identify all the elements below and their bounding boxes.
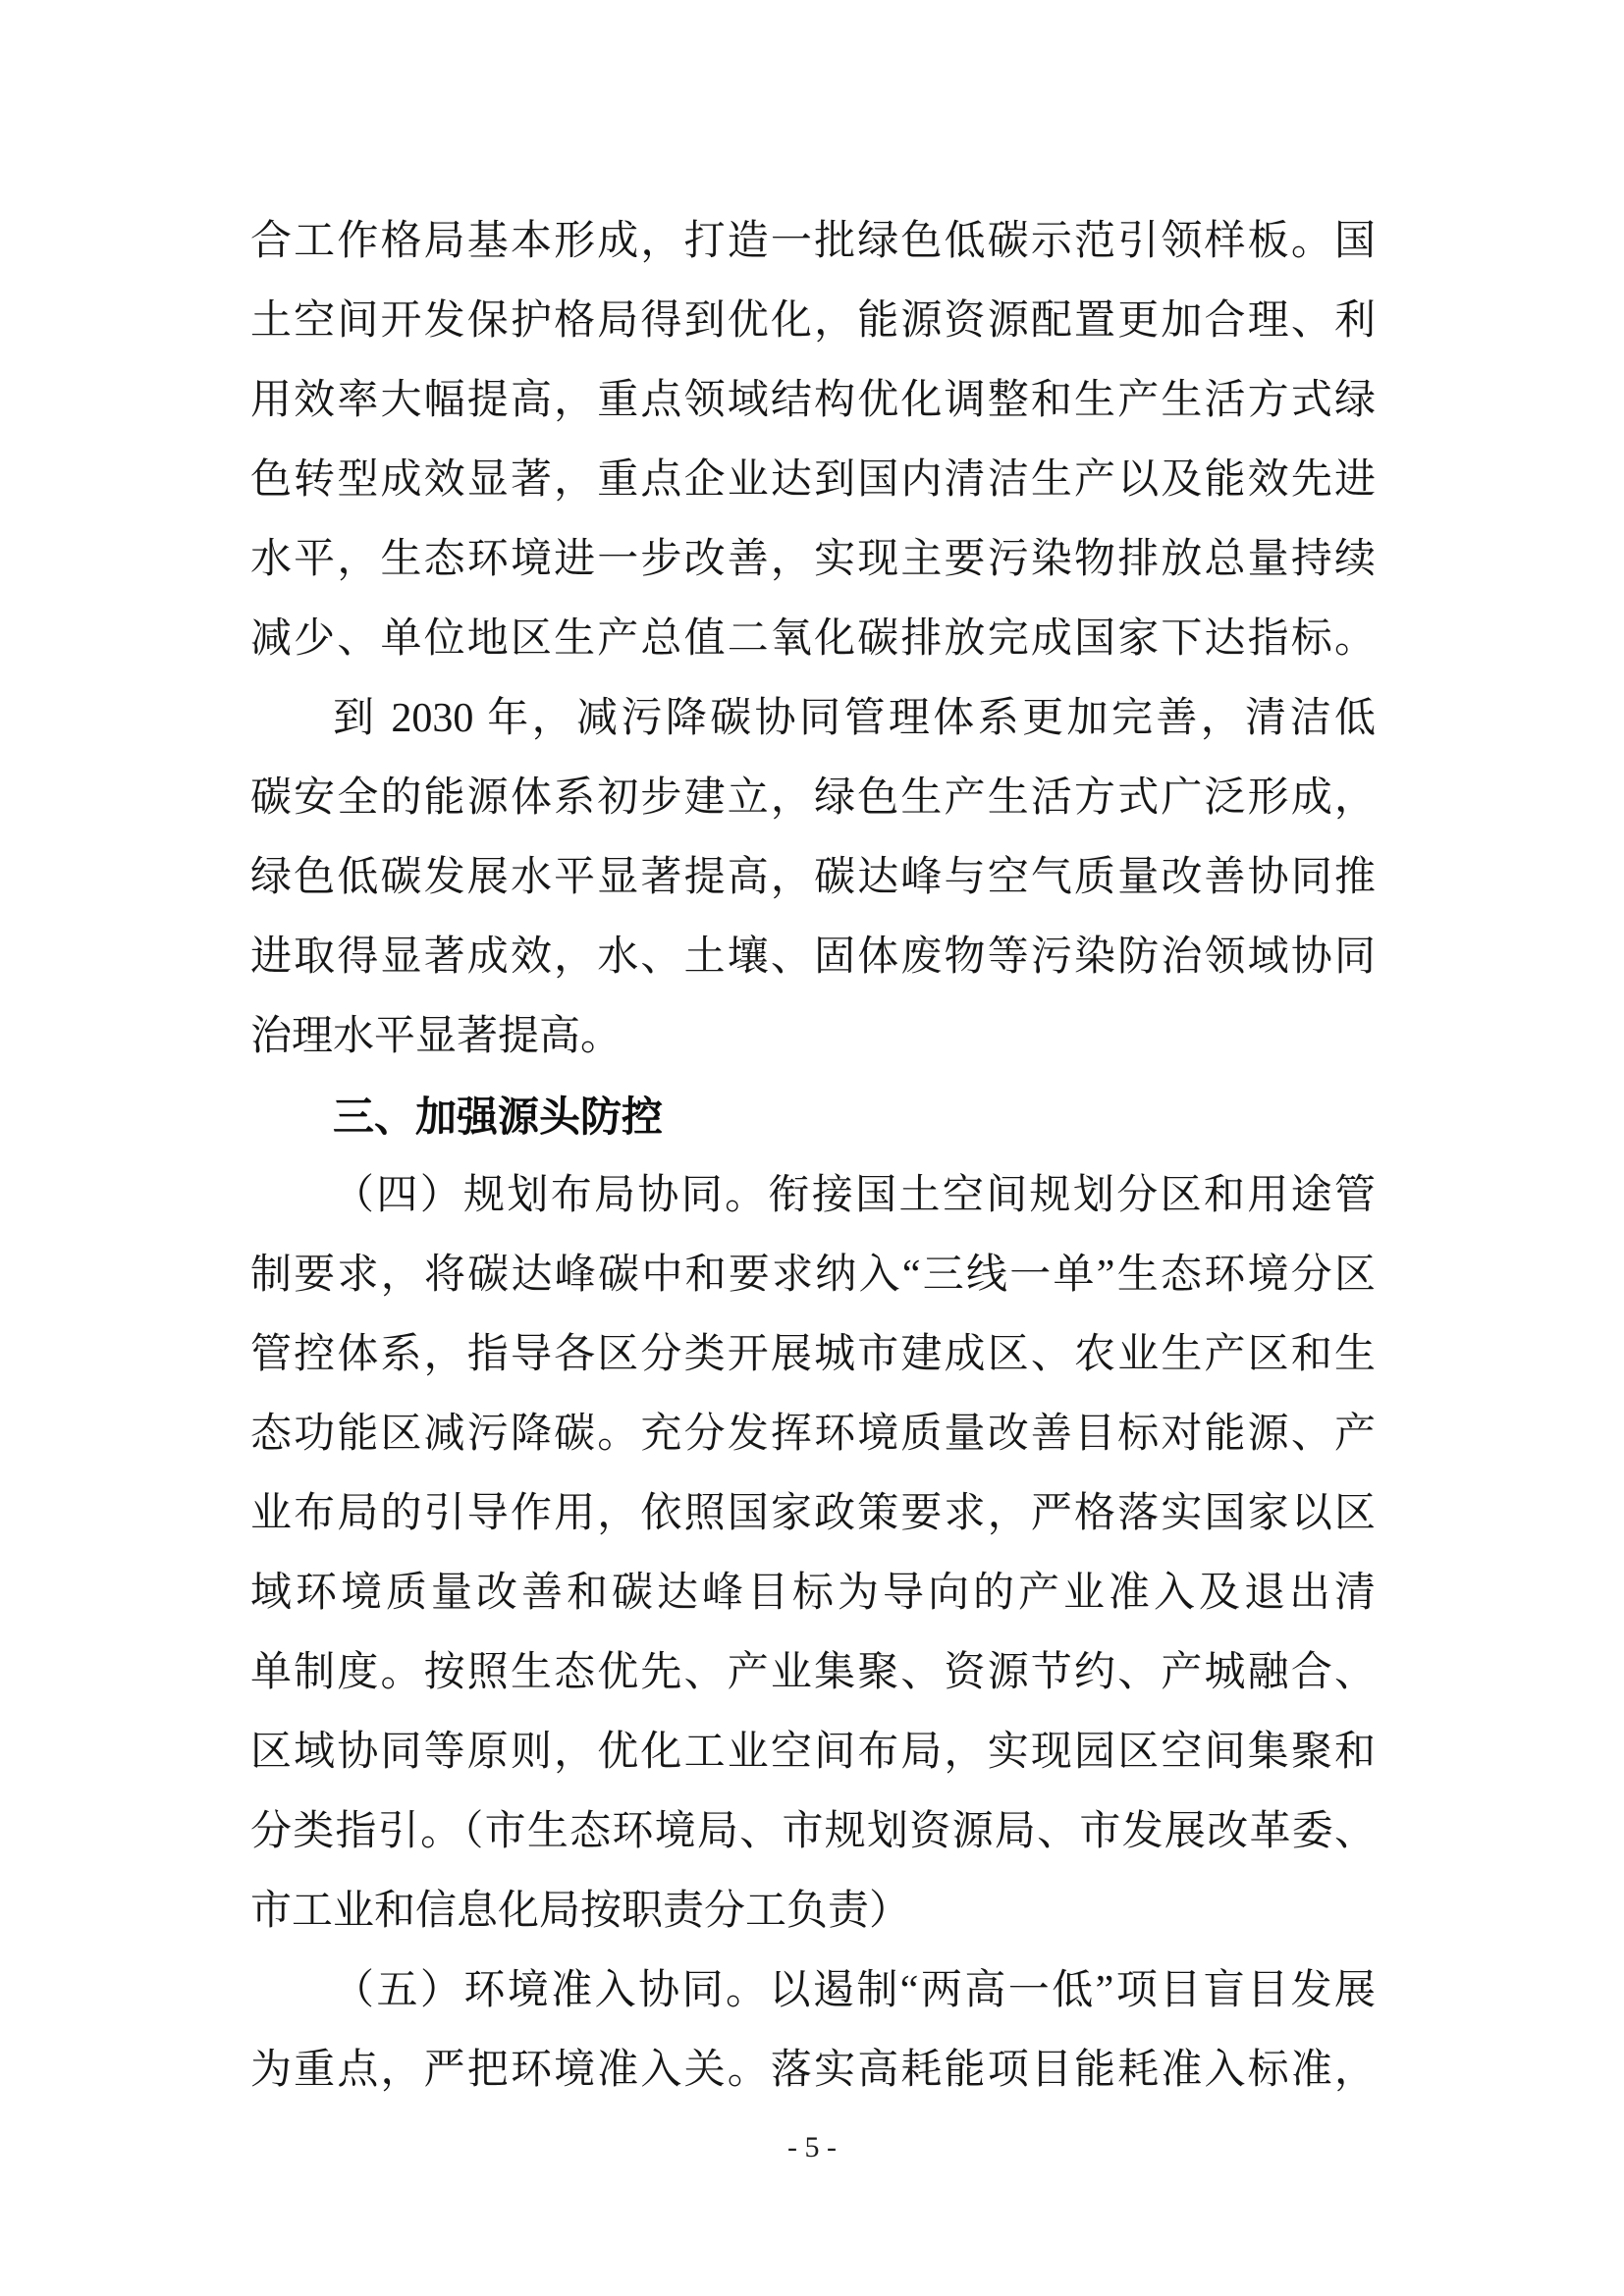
item-lead-in: （四）规划布局协同。	[333, 1173, 769, 1218]
body-text: 水平，生态环境进一步改善，实现主要污染物排放总量持续	[250, 537, 1376, 582]
text-line	[250, 202, 1376, 282]
body-text: 区域协同等原则，优化工业空间布局，实现园区空间集聚和	[250, 1730, 1376, 1775]
body-text: 分类指引。（市生态环境局、市规划资源局、市发展改革委、	[250, 1809, 1376, 1854]
text-line	[250, 1395, 1376, 1474]
body-text: 管控体系，指导各区分类开展城市建成区、农业生产区和生	[250, 1332, 1376, 1377]
body-text: 以遏制“两高一低”项目盲目发展	[769, 1968, 1376, 2013]
text-line	[250, 600, 1376, 679]
text-line	[250, 2031, 1376, 2110]
body-text: 到 2030 年，减污降碳协同管理体系更加完善，清洁低	[333, 696, 1376, 741]
body-text: 域环境质量改善和碳达峰目标为导向的产业准入及退出清	[250, 1571, 1376, 1616]
body-text: 土空间开发保护格局得到优化，能源资源配置更加合理、利	[250, 298, 1376, 344]
text-line	[250, 1792, 1376, 1872]
text-line	[250, 1554, 1376, 1633]
text-line	[250, 361, 1376, 441]
text-line	[250, 1077, 1376, 1156]
text-line	[250, 838, 1376, 918]
body-text: 业布局的引导作用，依照国家政策要求，严格落实国家以区	[250, 1491, 1376, 1536]
text-line	[250, 441, 1376, 520]
text-line	[250, 1315, 1376, 1395]
text-line	[250, 1633, 1376, 1713]
body-text: 为重点，严把环境准入关。落实高耗能项目能耗准入标准，	[250, 2048, 1376, 2093]
text-line	[250, 1236, 1376, 1315]
text-line	[250, 679, 1376, 759]
body-text: 进取得显著成效，水、土壤、固体废物等污染防治领域协同	[250, 934, 1376, 980]
text-line	[250, 1872, 1376, 1951]
body-text: 绿色低碳发展水平显著提高，碳达峰与空气质量改善协同推	[250, 855, 1376, 900]
body-text: 单制度。按照生态优先、产业集聚、资源节约、产城融合、	[250, 1650, 1376, 1695]
body-text: 制要求，将碳达峰碳中和要求纳入“三线一单”生态环境分区	[250, 1253, 1376, 1298]
text-line	[250, 520, 1376, 600]
text-line	[250, 918, 1376, 997]
text-line	[250, 282, 1376, 361]
body-text: 用效率大幅提高，重点领域结构优化调整和生产生活方式绿	[250, 378, 1376, 423]
body-text: 色转型成效显著，重点企业达到国内清洁生产以及能效先进	[250, 457, 1376, 503]
body-text: 态功能区减污降碳。充分发挥环境质量改善目标对能源、产	[250, 1412, 1376, 1457]
text-line	[250, 1156, 1376, 1236]
body-text: 碳安全的能源体系初步建立，绿色生产生活方式广泛形成，	[250, 775, 1376, 821]
body-text: 治理水平显著提高。	[250, 1014, 623, 1059]
body-text: 减少、单位地区生产总值二氧化碳排放完成国家下达指标。	[250, 616, 1376, 662]
text-line	[250, 1713, 1376, 1792]
body-text: 衔接国土空间规划分区和用途管	[768, 1173, 1376, 1218]
text-line	[250, 997, 1376, 1077]
item-lead-in: （五）环境准入协同。	[333, 1968, 770, 2013]
text-line	[250, 759, 1376, 838]
body-text: 市工业和信息化局按职责分工负责）	[250, 1889, 911, 1934]
section-heading: 三、加强源头防控	[333, 1094, 664, 1140]
page-number: - 5 -	[787, 2131, 837, 2163]
document-body	[250, 202, 1376, 2110]
body-text: 合工作格局基本形成，打造一批绿色低碳示范引领样板。国	[250, 219, 1376, 264]
text-line	[250, 1474, 1376, 1554]
text-line	[250, 1951, 1376, 2031]
